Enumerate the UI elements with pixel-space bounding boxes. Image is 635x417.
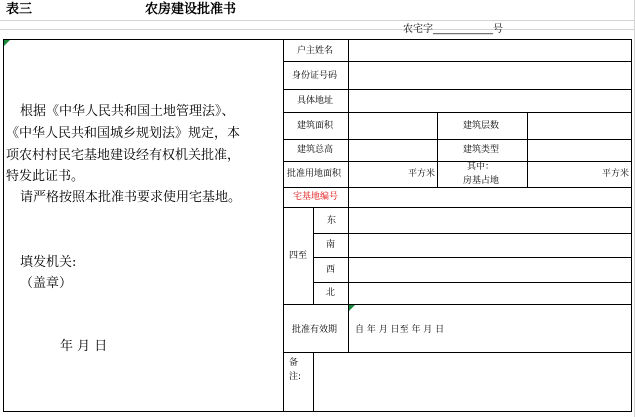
label-column-line	[348, 39, 349, 207]
remarks-label-2: 注:	[289, 372, 302, 382]
law-text-line-4: 特发此证书。	[6, 169, 85, 184]
grid-line	[0, 29, 635, 30]
grid-line	[0, 20, 635, 21]
south-label: 南	[326, 240, 336, 250]
mid-column-line-2	[527, 112, 528, 187]
law-text-line-2: 《中华人民共和国城乡规划法》规定，本	[6, 126, 241, 141]
floors-field[interactable]	[529, 113, 630, 138]
address-field[interactable]	[350, 90, 630, 111]
east-label: 东	[327, 216, 337, 226]
law-text-line-1: 根据《中华人民共和国土地管理法》、	[20, 104, 235, 119]
total-height-field[interactable]	[350, 140, 436, 160]
build-area-field[interactable]	[350, 113, 436, 138]
build-type-label: 建筑类型	[463, 145, 500, 155]
certificate-number	[403, 24, 503, 35]
border-right	[631, 39, 632, 412]
number-prefix: 农宅字	[403, 24, 433, 35]
cell-marker	[4, 40, 10, 46]
foundation-area-label: 房基占地	[463, 176, 500, 186]
row-line	[283, 304, 632, 305]
seal-label: （盖章）	[20, 276, 73, 291]
remarks-column-line	[313, 352, 314, 412]
border-bottom	[3, 411, 632, 412]
validity-label: 批准有效期	[292, 325, 338, 335]
total-height-label: 建筑总高	[297, 145, 334, 155]
owner-name-label: 户主姓名	[297, 46, 334, 56]
number-blank: ____________	[433, 24, 493, 35]
build-type-field[interactable]	[529, 140, 630, 160]
homestead-number-label: 宅基地编号	[293, 192, 339, 202]
direction-column-line	[348, 207, 349, 304]
table-number: 表三	[6, 2, 33, 17]
boundaries-label: 四至	[289, 251, 308, 261]
boundary-column-line	[313, 207, 314, 304]
mid-column-line	[437, 112, 438, 187]
foundation-area-unit: 平方米	[602, 169, 630, 179]
id-number-field[interactable]	[350, 62, 630, 88]
issue-date: 年 月 日	[60, 339, 108, 354]
validity-column-line	[348, 304, 349, 352]
homestead-number-field[interactable]	[350, 188, 630, 206]
cell-marker	[349, 305, 355, 311]
owner-name-field[interactable]	[350, 40, 630, 60]
north-label: 北	[326, 288, 336, 298]
north-field[interactable]	[350, 283, 630, 303]
west-label: 西	[326, 265, 336, 275]
row-line	[283, 161, 632, 162]
of-which-label: 其中：	[467, 162, 495, 172]
address-label: 具体地址	[297, 96, 334, 106]
remarks-label-1: 备	[289, 358, 299, 368]
remarks-field[interactable]	[315, 353, 630, 410]
id-number-label: 身份证号码	[292, 71, 338, 81]
south-field[interactable]	[350, 234, 630, 256]
west-field[interactable]	[350, 258, 630, 281]
land-area-unit: 平方米	[408, 169, 436, 179]
law-text-line-3: 项农村村民宅基地建设经有权机关批准，	[6, 148, 241, 163]
center-divider	[283, 39, 284, 412]
validity-value[interactable]: 自 年 月 日至 年 月 日	[355, 325, 445, 335]
usage-instruction: 请严格按照本批准书要求使用宅基地。	[20, 190, 242, 205]
border-left	[3, 39, 4, 412]
floors-label: 建筑层数	[463, 121, 500, 131]
page-title: 农房建设批准书	[145, 2, 237, 17]
build-area-label: 建筑面积	[297, 121, 334, 131]
land-area-label: 批准用地面积	[287, 169, 342, 179]
issuer-label: 填发机关:	[20, 255, 77, 270]
east-field[interactable]	[350, 208, 630, 232]
number-suffix: 号	[493, 24, 503, 35]
